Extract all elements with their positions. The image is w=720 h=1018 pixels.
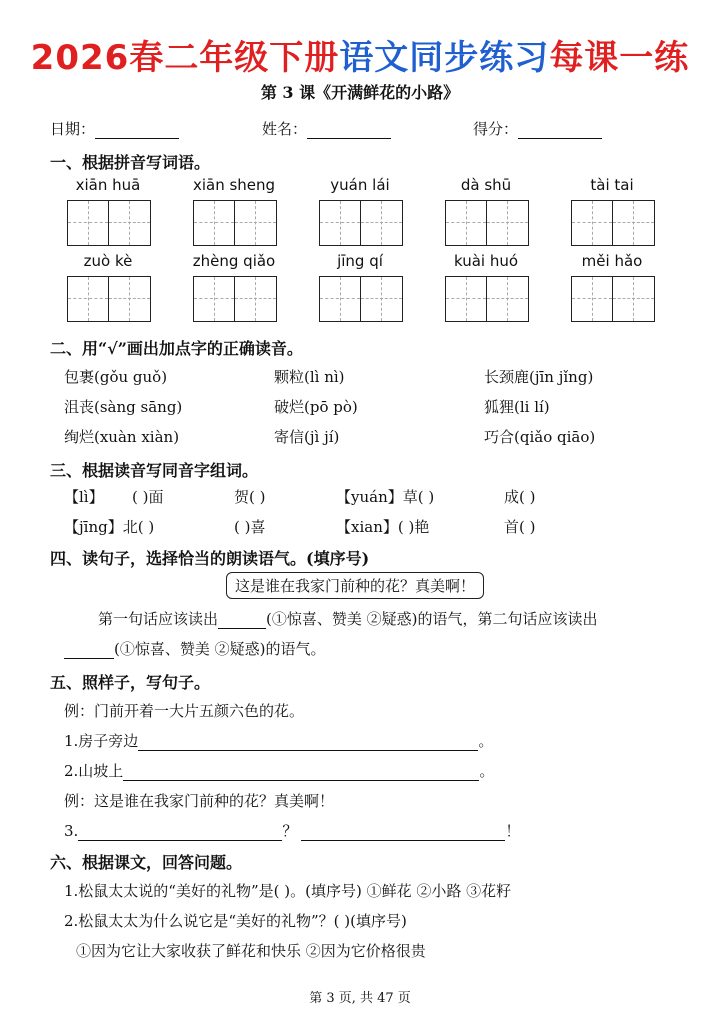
reading-item[interactable]: 绚烂(xuàn xiàn): [64, 428, 180, 446]
example-1: 例：门前开着一大片五颜六色的花。: [64, 702, 305, 720]
q3-blank-1[interactable]: [78, 824, 282, 841]
section-2-heading: 二、用“√”画出加点字的正确读音。: [50, 339, 303, 358]
writing-box[interactable]: [193, 276, 277, 322]
pinyin-label: xiān huā: [75, 176, 141, 194]
date-blank[interactable]: [95, 122, 179, 139]
writing-box[interactable]: [319, 276, 403, 322]
date-label: 日期：: [50, 120, 96, 138]
exclamation: ！: [505, 822, 521, 840]
pinyin-label: yuán lái: [330, 176, 390, 194]
quote-box: 这是谁在我家门前种的花？真美啊！: [226, 572, 484, 599]
pinyin-label: kuài huó: [453, 252, 519, 270]
reading-item[interactable]: 狐狸(li lí): [484, 398, 550, 416]
lesson-title: 第 3 课《开满鲜花的小路》: [260, 83, 460, 102]
sentence-question-3: [64, 820, 520, 841]
name-label: 姓名：: [262, 120, 308, 138]
homophone-item[interactable]: 【yuán】草( ): [336, 488, 435, 506]
homophone-item: 【lì】: [64, 488, 104, 506]
writing-box[interactable]: [193, 200, 277, 246]
tone-blank-2[interactable]: [64, 642, 114, 659]
writing-box[interactable]: [445, 200, 529, 246]
writing-box[interactable]: [445, 276, 529, 322]
pinyin-label: jīng qí: [337, 252, 383, 270]
sentence-question-1: [64, 730, 493, 751]
period: 。: [479, 762, 495, 780]
reading-item[interactable]: 巧合(qiǎo qiāo): [484, 428, 596, 446]
pinyin-label: dà shū: [460, 176, 512, 194]
tone-text-b: (①惊喜、赞美 ②疑惑)的语气，第二句话应该读出: [266, 610, 598, 628]
date-field[interactable]: [50, 118, 179, 139]
homophone-item[interactable]: ( )面: [132, 488, 164, 506]
section-5-heading: 五、照样子，写句子。: [50, 673, 211, 692]
homophone-item[interactable]: 首( ): [504, 518, 536, 536]
homophone-item[interactable]: 【xian】( )艳: [336, 518, 430, 536]
score-label: 得分：: [473, 120, 519, 138]
title-part-4: 每课一练: [549, 38, 690, 78]
tone-blank-1[interactable]: [218, 612, 266, 629]
q1-label: 1.房子旁边: [64, 732, 139, 750]
example-2: 例：这是谁在我家门前种的花？真美啊！: [64, 792, 335, 810]
section-1-heading: 一、根据拼音写词语。: [50, 153, 211, 172]
q3-blank-2[interactable]: [301, 824, 505, 841]
tone-text-a: 第一句话应该读出: [98, 610, 219, 628]
question-mark: ？: [282, 822, 298, 840]
q2-blank[interactable]: [123, 764, 479, 781]
page-footer: 第 3 页, 共 47 页: [309, 991, 411, 1006]
homophone-item[interactable]: ( )喜: [234, 518, 266, 536]
pinyin-label: zhèng qiǎo: [192, 252, 276, 270]
writing-box[interactable]: [67, 200, 151, 246]
pinyin-label: tài tai: [590, 176, 634, 194]
section-3-heading: 三、根据读音写同音字组词。: [50, 461, 259, 480]
writing-box[interactable]: [67, 276, 151, 322]
homophone-item[interactable]: 成( ): [504, 488, 536, 506]
reading-item[interactable]: 长颈鹿(jīn jǐng): [484, 368, 594, 386]
tone-question-line-2: [64, 638, 325, 659]
homophone-item[interactable]: 贺( ): [234, 488, 266, 506]
page-title: [0, 30, 720, 79]
section-6-heading: 六、根据课文，回答问题。: [50, 853, 243, 872]
q3-label: 3.: [64, 822, 79, 840]
section-4-heading: 四、读句子，选择恰当的朗读语气。(填序号): [50, 549, 370, 568]
reading-item[interactable]: 包裹(gǒu guǒ): [64, 368, 168, 386]
comprehension-q1[interactable]: 1.松鼠太太说的“美好的礼物”是( )。(填序号) ①鲜花 ②小路 ③花籽: [64, 882, 512, 900]
reading-item[interactable]: 沮丧(sàng sāng): [64, 398, 183, 416]
comprehension-options[interactable]: ①因为它让大家收获了鲜花和快乐 ②因为它价格很贵: [76, 942, 426, 960]
sentence-question-2: [64, 760, 494, 781]
writing-box[interactable]: [571, 200, 655, 246]
q1-blank[interactable]: [138, 734, 478, 751]
writing-box[interactable]: [319, 200, 403, 246]
name-blank[interactable]: [307, 122, 391, 139]
score-blank[interactable]: [518, 122, 602, 139]
title-part-1: 2026春: [30, 38, 165, 78]
pinyin-label: měi hǎo: [581, 252, 643, 270]
q2-label: 2.山坡上: [64, 762, 124, 780]
reading-item[interactable]: 寄信(jì jí): [274, 428, 340, 446]
reading-item[interactable]: 颗粒(lì nì): [274, 368, 345, 386]
reading-item[interactable]: 破烂(pō pò): [274, 398, 358, 416]
writing-box[interactable]: [571, 276, 655, 322]
name-field[interactable]: [262, 118, 391, 139]
period: 。: [478, 732, 494, 750]
homophone-item[interactable]: 【jīng】北( ): [64, 518, 155, 536]
comprehension-q2[interactable]: 2.松鼠太太为什么说它是“美好的礼物”？( )(填序号): [64, 912, 407, 930]
score-field[interactable]: [473, 118, 602, 139]
title-part-3: 语文同步练习: [339, 38, 550, 78]
tone-text-c: (①惊喜、赞美 ②疑惑)的语气。: [114, 640, 326, 658]
pinyin-label: zuò kè: [83, 252, 133, 270]
pinyin-label: xiān sheng: [192, 176, 276, 194]
title-part-2: 二年级下册: [164, 38, 340, 78]
tone-question-line-1: [98, 608, 598, 629]
